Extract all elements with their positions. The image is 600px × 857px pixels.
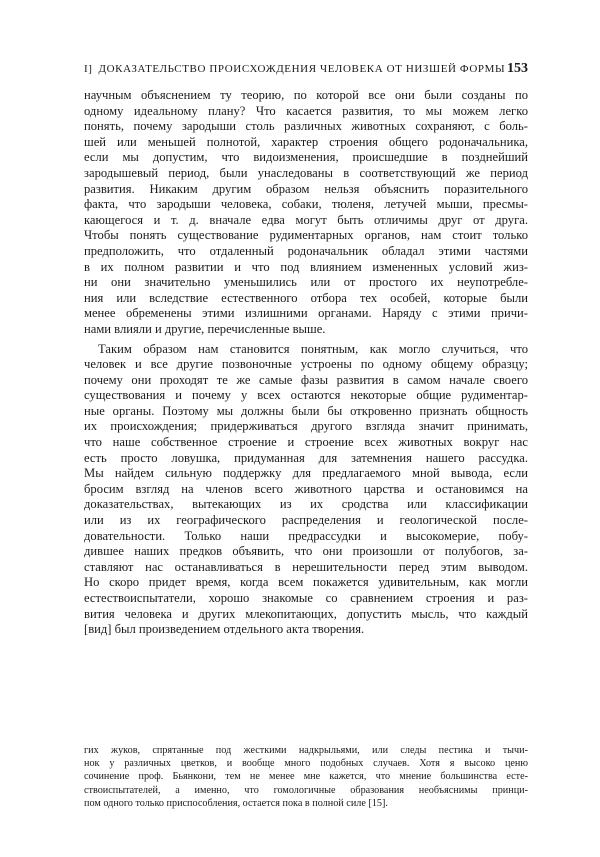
text-line: менее обременены этими излишними органами. Наряду с этими причи- (84, 306, 528, 321)
footnote-line: пом одного только приспособления, остается пока в полной силе [15]. (84, 797, 388, 809)
running-title: ДОКАЗАТЕЛЬСТВО ПРОИСХОЖДЕНИЯ ЧЕЛОВЕКА ОТ НИЗШЕЙ ФОРМЫ (98, 63, 506, 75)
text-line: вития человека и других млекопитающих, допустить мысль, что каждый (84, 606, 528, 621)
text-line: понять, почему зародыши столь различных животных сохраняют, с боль- (84, 119, 528, 134)
text-line: или из их географического распределения и геологической после- (84, 513, 528, 528)
text-line: их происхождения; придерживаться другого взгляда значит принимать, (84, 419, 528, 434)
footnote (84, 744, 528, 810)
chapter-number: I] (84, 63, 93, 75)
footnote-line: ствоиспытателей, а именно, что гомологичные образования необъяснимы принци- (84, 784, 528, 796)
text-line: ни они значительно уменьшились или от простого их неупотребле- (84, 275, 528, 290)
text-line: шей или меньшей полнотой, характер строения общего родоначальника, (84, 134, 528, 149)
text-line: факта, что зародыши человека, собаки, тюленя, летучей мыши, пресмы- (84, 197, 528, 212)
text-line: кающегося и т. д. вначале едва могут быть отличимы друг от друга. (84, 212, 528, 227)
text-line: ставляют нас останавливаться в нерешительности перед этим выводом. (84, 559, 528, 574)
text-line: нами влияли и другие, перечисленные выше. (84, 321, 326, 336)
text-line: Мы найдем сильную поддержку для предлагаемого мной вывода, если (84, 466, 528, 481)
text-line: зародышевый период, были унаследованы в соответствующий же период (84, 165, 528, 180)
text-line: Таким образом нам становится понятным, как могло случиться, что (98, 341, 528, 356)
text-line: развития. Никаким другим образом нельзя объяснить поразительного (84, 181, 528, 196)
text-line: [вид] был произведением отдельного акта творения. (84, 622, 365, 637)
text-line: есть просто ловушка, придуманная для затемнения нашего рассудка. (84, 450, 528, 465)
text-line: человек и все другие позвоночные устроены по одному общему образцу; (84, 357, 528, 372)
text-line: Чтобы понять существование рудиментарных органов, нам стоит только (84, 228, 528, 243)
running-head (84, 60, 528, 78)
paragraph-1 (84, 88, 528, 338)
text-line: ные органы. Поэтому мы должны были бы откровенно признать общность (84, 403, 528, 418)
text-line: ния или вследствие естественного отбора тех особей, которые были (84, 290, 528, 305)
main-text (84, 88, 528, 638)
text-line: научным объяснением ту теорию, по которой все они были созданы по (84, 88, 528, 102)
text-line: предположить, что отдаленный родоначальник обладал этими частями (84, 243, 528, 258)
text-line: довательности. Только наши предрассудки и высокомерие, побу- (84, 528, 528, 543)
footnote-line: гих жуков, спрятанные под жесткими надкрыльями, или следы пестика и тычи- (84, 745, 528, 756)
footnote-line: сочинение проф. Бьянкони, тем не менее мне кажется, что мнение большинства есте- (84, 771, 528, 783)
paragraph-2 (84, 342, 528, 638)
text-line: естествоиспытатели, хорошо знакомые со сравнением строения и раз- (84, 591, 528, 605)
text-line: одному идеальному плану? Что касается развития, то мы можем легко (84, 103, 528, 118)
text-line: почему они проходят те же самые фазы развития в самом начале своего (84, 372, 528, 387)
text-line: если мы допустим, что видоизменения, происшедшие в позднейший (84, 150, 528, 165)
text-line: доказательствах, вытекающих из их сродства или классификации (84, 497, 528, 512)
text-line: существования и почему у всех остаются некоторые общие рудиментар- (84, 388, 528, 403)
footnote-line: нок у различных цветков, и вообще много подобных случаев. Хотя я высоко ценю (84, 758, 528, 770)
text-line: что наше собственное строение и строение всех животных вокруг нас (84, 435, 528, 450)
text-line: в их полном развитии и что под влиянием измененных условий жиз- (84, 259, 528, 274)
text-line: бросим взгляд на членов всего животного царства и остановимся на (84, 481, 528, 496)
text-line: дившее наших предков объявить, что они произошли от полубогов, за- (84, 544, 528, 559)
text-line: Но скоро придет время, когда всем покажется удивительным, как могли (84, 575, 528, 590)
page-number: 153 (507, 61, 528, 76)
